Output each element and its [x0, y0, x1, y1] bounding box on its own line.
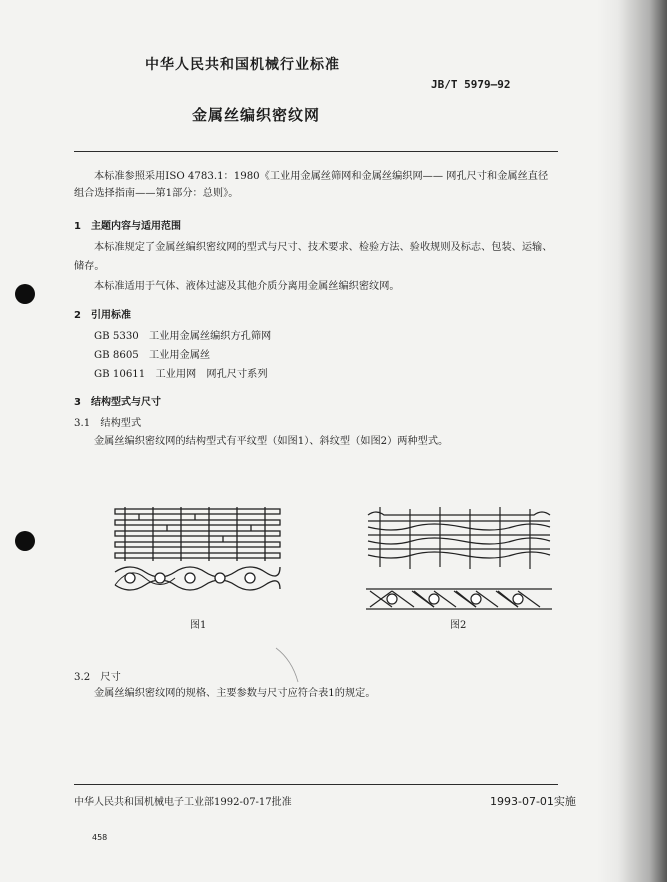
section-1-para-2: 本标准适用于气体、液体过滤及其他介质分离用金属丝编织密纹网。	[94, 281, 400, 292]
standard-code: JB/T 5979—92	[431, 78, 511, 91]
section-3-1-text: 金属丝编织密纹网的结构型式有平纹型（如图1）、斜纹型（如图2）两种型式。	[94, 436, 449, 447]
standard-title: 中华人民共和国机械行业标准	[145, 57, 340, 73]
section-3-heading: 3 结构型式与尺寸	[74, 397, 161, 408]
section-1-heading: 1 主题内容与适用范围	[74, 221, 181, 232]
approval-statement: 中华人民共和国机械电子工业部1992-07-17批准	[74, 797, 292, 808]
scan-edge-shadow	[597, 0, 667, 882]
document-title: 金属丝编织密纹网	[192, 106, 321, 124]
section-2-heading: 2 引用标准	[74, 310, 131, 321]
figure-2-twill-weave	[362, 505, 557, 615]
section-1-para-1-line-2: 储存。	[74, 261, 105, 272]
section-3-2-heading: 3.2 尺寸	[74, 672, 121, 683]
reference-item: GB 10611 工业用网 网孔尺寸系列	[94, 369, 268, 380]
punch-hole-top	[15, 284, 35, 304]
intro-line-2: 组合选择指南——第1部分：总则》。	[74, 188, 239, 199]
reference-item: GB 5330 工业用金属丝编织方孔筛网	[94, 331, 272, 342]
footer-rule	[74, 784, 558, 785]
header-rule	[74, 151, 558, 152]
intro-line-1: 本标准参照采用ISO 4783.1：1980《工业用金属丝筛网和金属丝编织网—— 网孔尺寸和金属丝直径	[94, 171, 549, 182]
figure-1-caption: 图1	[190, 620, 207, 631]
scan-pencil-mark	[272, 646, 302, 686]
section-1-para-1-line-1: 本标准规定了金属丝编织密纹网的型式与尺寸、技术要求、检验方法、验收规则及标志、包装、运输、	[94, 242, 553, 253]
punch-hole-bottom	[15, 531, 35, 551]
reference-item: GB 8605 工业用金属丝	[94, 350, 211, 361]
page-number: 458	[92, 833, 108, 842]
section-3-1-heading: 3.1 结构型式	[74, 418, 142, 429]
section-3-2-text: 金属丝编织密纹网的规格、主要参数与尺寸应符合表1的规定。	[94, 688, 376, 699]
figure-1-plain-weave	[110, 505, 285, 595]
implementation-date: 1993-07-01实施	[490, 795, 576, 808]
figure-2-caption: 图2	[450, 620, 467, 631]
